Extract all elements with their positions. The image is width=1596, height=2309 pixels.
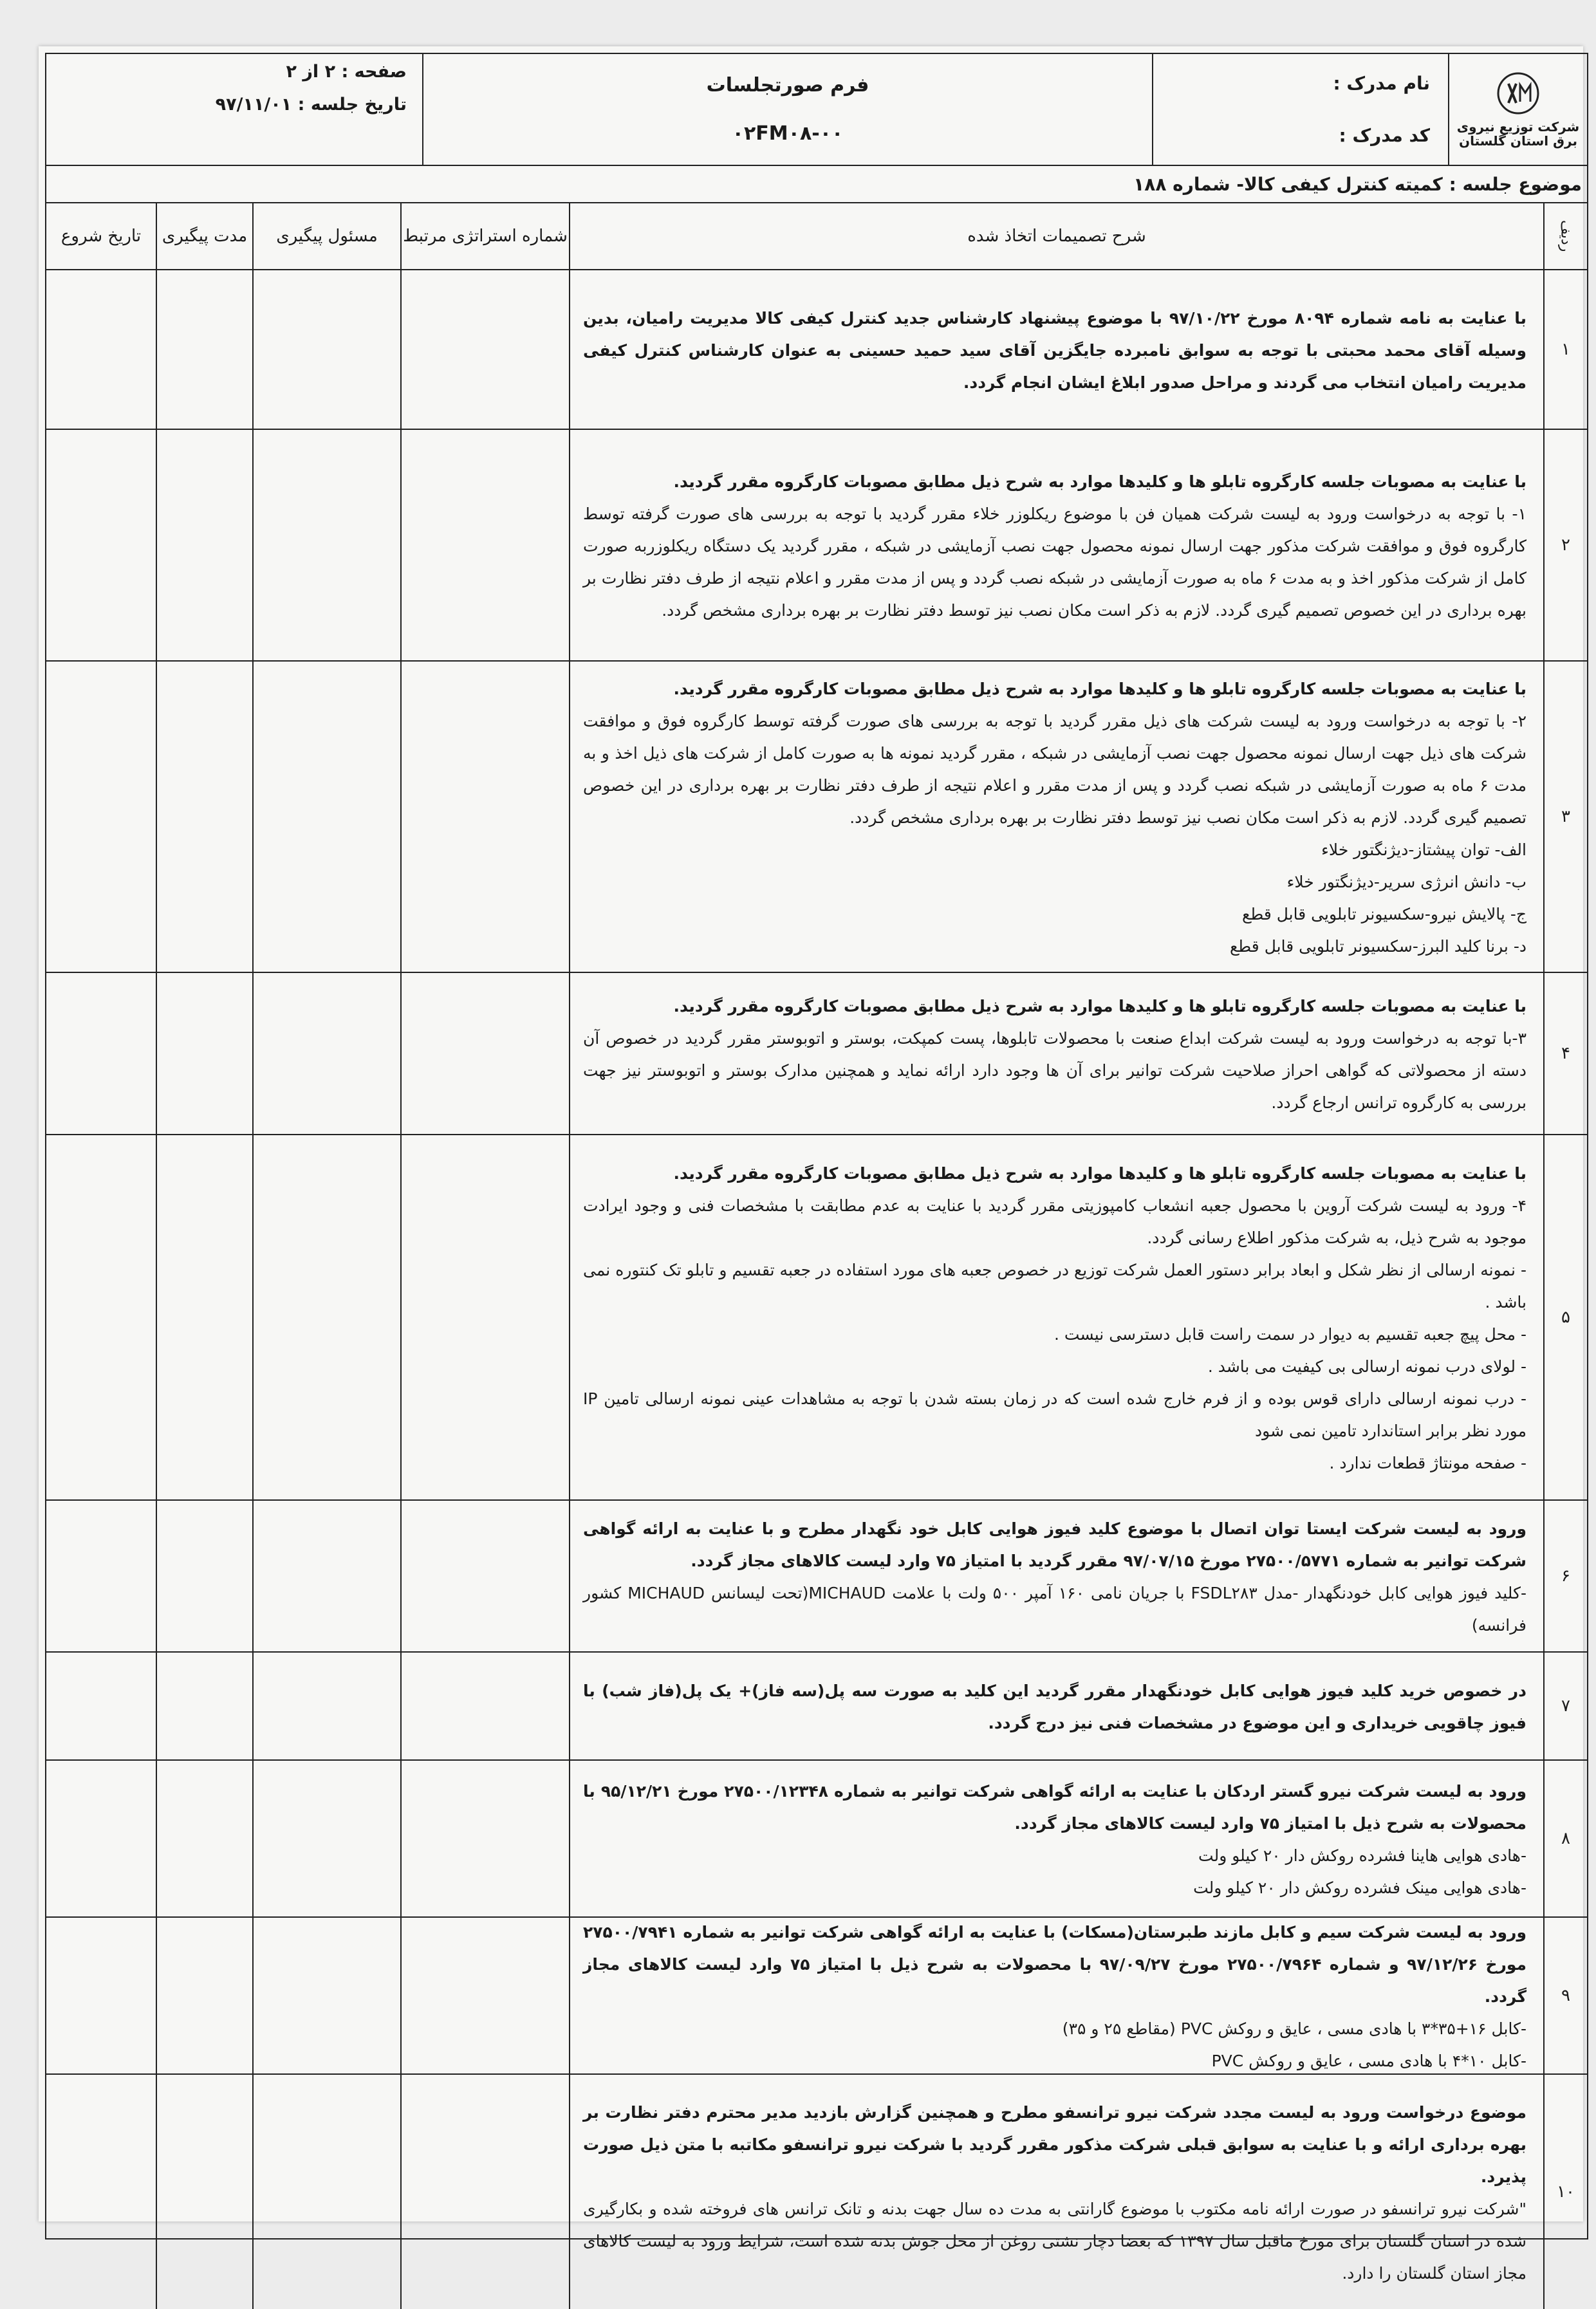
empty-cell xyxy=(156,1135,252,1499)
doc-code-label: کد مدرک : xyxy=(1339,125,1430,146)
decision-line: ورود به لیست شرکت نیرو گستر اردکان با عنایت به ارائه گواهی شرکت توانیر به شماره ۲۷۵۰۰/۱۲۳۴۸ مورخ ۹۵/۱۲/۲۱ با محصولات به شرح ذیل با امتیاز ۷۵ وارد لیست کالاهای مجاز گردد. xyxy=(583,1782,1526,1833)
table-row xyxy=(46,1135,1587,1501)
col-row-number: ردیف xyxy=(1543,203,1587,269)
decision-line: -کابل ۱۰*۴ با هادی مسی ، عایق و روکش PVC xyxy=(1211,2052,1526,2070)
empty-cell xyxy=(252,1918,400,2073)
empty-cell xyxy=(156,1501,252,1651)
decision-line: ۱- با توجه به درخواست ورود به لیست شرکت همیان فن با موضوع ریکلوزر خلاء مقرر گردید با توجه به بررسی های صورت گرفته توسط کارگروه فوق و موافقت شرکت مذکور جهت ارسال نمونه محصول جهت نصب آزمایشی در شبکه ، مقرر گردید یک دستگاه ریکلوزربه صورت کامل از شرکت مذکور اخذ و به مدت ۶ ماه به صورت آزمایشی در شبکه نصب گردد و پس از مدت مقرر و اعلام نتیجه از طرف دفتر نظارت بر بهره برداری در این خصوص تصمیم گیری گردد. لازم به ذکر است مکان نصب نیز توسط دفتر نظارت بر بهره برداری مشخص گردد. xyxy=(583,505,1526,620)
empty-cell xyxy=(46,1918,156,2073)
empty-cell xyxy=(156,1918,252,2073)
empty-cell xyxy=(46,1653,156,1759)
minutes-form xyxy=(45,53,1588,2283)
decision-line: - محل پیچ جعبه تقسیم به دیوار در سمت راست قابل دسترسی نیست . xyxy=(1054,1325,1526,1344)
empty-cell xyxy=(400,1135,569,1499)
decision-line: موضوع درخواست ورود به لیست مجدد شرکت نیرو ترانسفو مطرح و همچنین گزارش بازدید مدیر محترم دفتر نظارت بر بهره برداری ارائه و با عنایت به سوابق قبلی شرکت مذکور مقرر گردید با شرکت نیرو ترانسفو مکاتبه با متن ذیل صورت پذیرد. xyxy=(583,2103,1526,2186)
empty-cell xyxy=(252,1653,400,1759)
empty-cell xyxy=(252,270,400,429)
row-number: ۹ xyxy=(1543,1918,1587,2073)
decision-line: با عنایت به مصوبات جلسه کارگروه تابلو ها و کلیدها موارد به شرح ذیل مطابق مصوبات کارگروه مقرر گردید. xyxy=(673,680,1526,698)
form-title-cell xyxy=(422,54,1152,165)
empty-cell xyxy=(252,1761,400,1916)
row-number: ۴ xyxy=(1543,973,1587,1134)
decision-line: با عنایت به نامه شماره ۸۰۹۴ مورخ ۹۷/۱۰/۲۲ با موضوع پیشنهاد کارشناس جدید کنترل کیفی کالا مدیریت رامیان، بدین وسیله آقای محمد محبتی با توجه به سوابق نامبرده جایگزین آقای سید حمید حسینی به عنوان کارشناس کنترل کیفی مدیریت رامیان انتخاب می گردند و مراحل صدور ابلاغ ایشان انجام گردد. xyxy=(583,309,1526,392)
decision-line: "شرکت نیرو ترانسفو در صورت ارائه نامه مکتوب با موضوع گارانتی به مدت ده سال جهت بدنه و تانک ترانس های فروخته شده و بکارگیری شده در استان گلستان برای مورخ ماقبل سال ۱۳۹۷ که بعضا دچار نشتی روغن از محل جوش بدنه شده است، شرایط ورود به لیست کالاهای مجاز استان گلستان را دارد. xyxy=(583,2200,1527,2283)
company-name: شرکت توزیع نیروی برق استان گلستان xyxy=(1456,119,1580,149)
empty-cell xyxy=(46,662,156,972)
empty-cell xyxy=(400,1761,569,1916)
table-header xyxy=(46,203,1587,270)
decisions-table-body xyxy=(46,270,1587,2309)
decision-line: - نمونه ارسالی از نظر شکل و ابعاد برابر دستور العمل شرکت توزیع در خصوص جعبه های مورد استفاده در جعبه تقسیم و تابلو تک کنتوره نمی باشد . xyxy=(583,1261,1526,1312)
empty-cell xyxy=(400,430,569,660)
empty-cell xyxy=(252,973,400,1134)
empty-cell xyxy=(156,430,252,660)
empty-cell xyxy=(252,662,400,972)
page-number: صفحه : ۲ از ۲ xyxy=(286,62,407,82)
decision-line: - صفحه مونتاژ قطعات ندارد . xyxy=(1329,1454,1526,1472)
row-number: ۵ xyxy=(1543,1135,1587,1499)
decision-line: -هادی هوایی هاینا فشرده روکش دار ۲۰ کیلو ولت xyxy=(1198,1846,1526,1865)
decision-line: الف- توان پیشتاز-دیژنگتور خلاء xyxy=(1321,840,1526,859)
decision-line: - درب نمونه ارسالی دارای قوس بوده و از فرم خارج شده است که در زمان بسته شدن با توجه به مشاهدات عینی نمونه ارسالی تامین IP مورد نظر برابر استاندارد تامین نمی شود xyxy=(583,1389,1526,1440)
company-logo-cell xyxy=(1448,54,1587,165)
decision-line: ۳-با توجه به درخواست ورود به لیست شرکت ابداع صنعت با محصولات تابلوها، پست کمپکت، بوستر و اتوبوستر مقرر گردید در خصوص آن دسته از محصولاتی که گواهی احراز صلاحیت شرکت توانیر برای آن ها وجود دارد ارائه نماید و همچنین مدارک بوستر و اتوبوستر نیز جهت بررسی به کارگروه ترانس ارجاع گردد. xyxy=(583,1029,1526,1112)
company-logo-icon xyxy=(1496,71,1541,116)
empty-cell xyxy=(46,2075,156,2309)
decision-line: د- برنا کلید البرز-سکسیونر تابلویی قابل قطع xyxy=(1229,937,1526,956)
decision-text xyxy=(569,2075,1543,2309)
empty-cell xyxy=(46,270,156,429)
empty-cell xyxy=(156,662,252,972)
decision-line: ۲- با توجه به درخواست ورود به لیست شرکت های ذیل مقرر گردید با توجه به بررسی های صورت گرفته توسط کارگروه فوق و موافقت شرکت های ذیل جهت ارسال نمونه محصول جهت نصب آزمایشی در شبکه ، مقرر گردید نمونه ها به صورت کامل از شرکت های ذیل اخذ و به مدت ۶ ماه به صورت آزمایشی در شبکه نصب گردد و پس از مدت مقرر و اعلام نتیجه از طرف دفتر نظارت بر بهره برداری در این خصوص تصمیم گیری گردد. لازم به ذکر است مکان نصب نیز توسط دفتر نظارت بر بهره برداری مشخص گردد. xyxy=(583,712,1527,827)
decision-text xyxy=(569,1135,1543,1499)
row-number: ۱۰ xyxy=(1543,2075,1587,2309)
table-row xyxy=(46,270,1587,430)
table-row xyxy=(46,662,1587,973)
table-row xyxy=(46,430,1587,662)
empty-cell xyxy=(400,270,569,429)
decision-text xyxy=(569,1501,1543,1651)
decision-line: -کابل ۱۶+۳۵*۳ با هادی مسی ، عایق و روکش PVC (مقاطع ۲۵ و ۳۵) xyxy=(1062,2019,1526,2038)
form-code: ۰۲FM۰۸-۰۰ xyxy=(732,122,844,145)
meeting-date: تاریخ جلسه : ۹۷/۱۱/۰۱ xyxy=(215,95,407,115)
col-responsible: مسئول پیگیری xyxy=(252,203,400,269)
empty-cell xyxy=(156,270,252,429)
row-number: ۱ xyxy=(1543,270,1587,429)
table-row xyxy=(46,973,1587,1135)
empty-cell xyxy=(252,1135,400,1499)
decision-text xyxy=(569,1653,1543,1759)
decision-line: در خصوص خرید کلید فیوز هوایی کابل خودنگهدار مقرر گردید این کلید به صورت سه پل(سه فاز)+ یک پل(فاز شب) با فیوز چاقویی خریداری و این موضوع در مشخصات فنی نیز درج گردد. xyxy=(583,1682,1526,1732)
decision-line: ۴- ورود به لیست شرکت آروین با محصول جعبه انشعاب کامپوزیتی مقرر گردید با عنایت به عدم مطابقت با مشخصات فنی و وجود ایرادت موجود به شرح ذیل، به شرکت مذکور اطلاع رسانی گردد. xyxy=(583,1196,1526,1247)
col-start-date: تاریخ شروع xyxy=(60,227,142,246)
decision-line: ورود به لیست شرکت سیم و کابل مازند طبرستان(مسکات) با عنایت به ارائه گواهی شرکت توانیر به شماره ۲۷۵۰۰/۷۹۴۱ مورخ ۹۷/۱۲/۲۶ و شماره ۲۷۵۰۰/۷۹۶۴ مورخ ۹۷/۰۹/۲۷ با محصولات به شرح ذیل با امتیاز ۷۵ وارد لیست کالاهای مجاز گردد. xyxy=(583,1923,1527,2006)
empty-cell xyxy=(46,973,156,1134)
row-number: ۶ xyxy=(1543,1501,1587,1651)
table-row xyxy=(46,1653,1587,1761)
decision-text xyxy=(569,662,1543,972)
decision-line: با عنایت به مصوبات جلسه کارگروه تابلو ها و کلیدها موارد به شرح ذیل مطابق مصوبات کارگروه مقرر گردید. xyxy=(673,1164,1526,1183)
empty-cell xyxy=(46,1761,156,1916)
empty-cell xyxy=(252,430,400,660)
table-row xyxy=(46,1501,1587,1653)
table-row xyxy=(46,2075,1587,2309)
empty-cell xyxy=(400,973,569,1134)
col-description: شرح تصمیمات اتخاذ شده xyxy=(569,203,1543,269)
empty-cell xyxy=(46,1135,156,1499)
decision-text xyxy=(569,1918,1543,2073)
empty-cell xyxy=(400,1501,569,1651)
empty-cell xyxy=(156,1653,252,1759)
table-row xyxy=(46,1918,1587,2075)
empty-cell xyxy=(156,2075,252,2309)
empty-cell xyxy=(400,662,569,972)
document-page xyxy=(39,46,1583,2283)
empty-cell xyxy=(252,2075,400,2309)
meeting-subject: موضوع جلسه : کمیته کنترل کیفی کالا- شماره ۱۸۸ xyxy=(46,166,1587,203)
empty-cell xyxy=(46,430,156,660)
decision-text xyxy=(569,973,1543,1134)
decision-line: -هادی هوایی مینک فشرده روکش دار ۲۰ کیلو ولت xyxy=(1193,1878,1526,1897)
decision-line: - لولای درب نمونه ارسالی بی کیفیت می باشد . xyxy=(1207,1357,1526,1376)
decision-line: با عنایت به مصوبات جلسه کارگروه تابلو ها و کلیدها موارد به شرح ذیل مطابق مصوبات کارگروه مقرر گردید. xyxy=(673,997,1526,1015)
form-header xyxy=(46,54,1587,166)
decision-line: ورود به لیست شرکت ایستا توان اتصال با موضوع کلید فیوز هوایی کابل خود نگهدار مطرح و با عنایت به ارائه گواهی شرکت توانیر به شماره ۲۷۵۰۰/۵۷۷۱ مورخ ۹۷/۰۷/۱۵ مقرر گردید با امتیاز ۷۵ وارد لیست کالاهای مجاز گردد. xyxy=(583,1519,1526,1570)
decision-line: ج- پالایش نیرو-سکسیونر تابلویی قابل قطع xyxy=(1242,905,1526,923)
decision-line: ب- دانش انرژی سریر-دیژنگتور خلاء xyxy=(1286,873,1526,891)
decision-text xyxy=(569,430,1543,660)
doc-name-label: نام مدرک : xyxy=(1333,73,1430,94)
decision-text xyxy=(569,270,1543,429)
empty-cell xyxy=(46,1501,156,1651)
empty-cell xyxy=(156,1761,252,1916)
page-info xyxy=(46,54,422,165)
empty-cell xyxy=(156,973,252,1134)
decision-line: با عنایت به مصوبات جلسه کارگروه تابلو ها و کلیدها موارد به شرح ذیل مطابق مصوبات کارگروه مقرر گردید. xyxy=(673,472,1526,491)
row-number: ۲ xyxy=(1543,430,1587,660)
empty-cell xyxy=(400,2075,569,2309)
document-info xyxy=(1152,54,1448,165)
form-title: فرم صورتجلسات xyxy=(706,74,869,97)
row-number: ۳ xyxy=(1543,662,1587,972)
row-number: ۷ xyxy=(1543,1653,1587,1759)
col-strategy: شماره استراتژی مرتبط xyxy=(400,203,569,269)
table-row xyxy=(46,1761,1587,1918)
col-duration: مدت پیگیری xyxy=(156,203,252,269)
decision-text xyxy=(569,1761,1543,1916)
empty-cell xyxy=(252,1501,400,1651)
row-number: ۸ xyxy=(1543,1761,1587,1916)
empty-cell xyxy=(400,1918,569,2073)
empty-cell xyxy=(400,1653,569,1759)
decision-line: -کلید فیوز هوایی کابل خودنگهدار -مدل FSDL۲۸۳ با جریان نامی ۱۶۰ آمپر ۵۰۰ ولت با علامت MICHAUD(تحت لیسانس MICHAUD کشور فرانسه) xyxy=(583,1584,1526,1635)
